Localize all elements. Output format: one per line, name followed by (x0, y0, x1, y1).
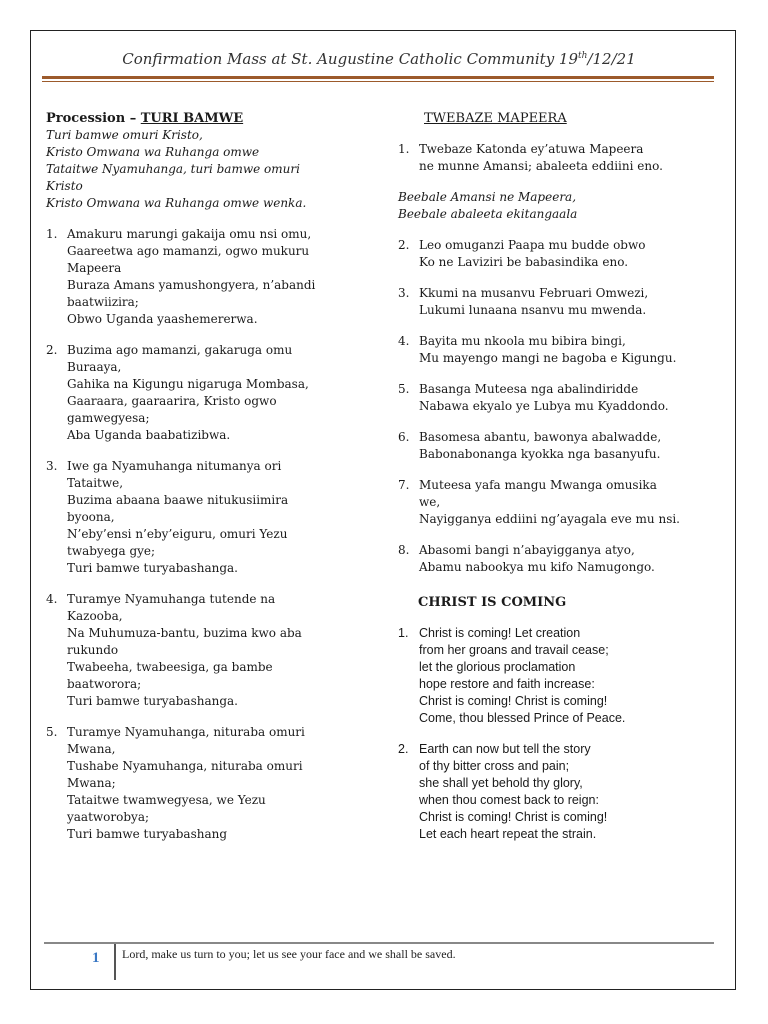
right-column (398, 110, 718, 843)
turi-bamwe-chorus (46, 127, 356, 212)
christ-is-coming-verses (398, 625, 718, 843)
verse-line: let the glorious proclamation (419, 660, 576, 674)
procession-heading (46, 110, 356, 127)
verse-line: Ko ne Laviziri be babasindika eno. (419, 255, 629, 269)
verse (398, 333, 718, 367)
verse-line: Tushabe Nyamuhanga, nituraba omuri (67, 759, 303, 773)
verse-line: Mu mayengo mangi ne bagoba e Kigungu. (419, 351, 677, 365)
chorus-line: Kristo (46, 179, 83, 193)
verse-line: rukundo (67, 643, 119, 657)
christ-is-coming-heading: CHRIST IS COMING (418, 595, 567, 610)
twebaze-verses (398, 237, 718, 576)
verse (398, 285, 718, 319)
chorus-line: Kristo Omwana wa Ruhanga omwe wenka. (46, 196, 307, 210)
verse-line: Christ is coming! Christ is coming! (419, 694, 608, 708)
verse-line: Gahika na Kigungu nigaruga Mombasa, (67, 377, 309, 391)
verse-line: Earth can now but tell the story (419, 742, 591, 756)
verse-line: ne munne Amansi; abaleeta eddiini eno. (419, 159, 663, 173)
chorus-line: Tataitwe Nyamuhanga, turi bamwe omuri (46, 162, 300, 176)
verse-line: Basomesa abantu, bawonya abalwadde, (419, 430, 662, 444)
verse-line: Abasomi bangi n’abayigganya atyo, (419, 543, 635, 557)
footer-divider (114, 944, 116, 980)
verse-line: Twebaze Katonda ey’atuwa Mapeera (419, 142, 644, 156)
verse-line: twabyega gye; (67, 544, 156, 558)
verse-line: Muteesa yafa mangu Mwanga omusika (419, 478, 657, 492)
verse-line: Lukumi lunaana nsanvu mu mwenda. (419, 303, 647, 317)
twebaze-heading: TWEBAZE MAPEERA (424, 111, 567, 126)
verse-number: 3. (398, 286, 410, 300)
verse-line: Tataitwe, (67, 476, 124, 490)
verse-line: Mapeera (67, 261, 122, 275)
procession-prefix: Procession – (46, 111, 141, 126)
procession-title: TURI BAMWE (140, 111, 244, 126)
verse-line: baatwiizira; (67, 295, 139, 309)
verse-line: Turi bamwe turyabashanga. (67, 561, 238, 575)
verse-line: Mwana, (67, 742, 116, 756)
verse-line: Amakuru marungi gakaija omu nsi omu, (67, 227, 312, 241)
verse-number: 7. (398, 478, 410, 492)
verse-line: hope restore and faith increase: (419, 677, 595, 691)
verse-line: Mwana; (67, 776, 116, 790)
verse-line: Let each heart repeat the strain. (419, 827, 597, 841)
verse-line: Na Muhumuza-bantu, buzima kwo aba (67, 626, 302, 640)
verse (398, 381, 718, 415)
twebaze-verse (398, 141, 718, 175)
chorus-line: Turi bamwe omuri Kristo, (46, 128, 203, 142)
turi-bamwe-verses (46, 226, 356, 843)
chorus-line: Kristo Omwana wa Ruhanga omwe (46, 145, 260, 159)
verse-line: gamwegyesa; (67, 411, 150, 425)
verse-line: Buzima ago mamanzi, gakaruga omu (67, 343, 293, 357)
verse (46, 226, 356, 328)
verse-number: 1. (398, 142, 410, 156)
verse-line: Basanga Muteesa nga abalindiridde (419, 382, 639, 396)
verse-number: 2. (398, 238, 410, 252)
header-title-tail: /12/21 (587, 50, 636, 68)
left-column (46, 110, 356, 843)
verse-line: Nabawa ekyalo ye Lubya mu Kyaddondo. (419, 399, 669, 413)
verse-line: Babonabonanga kyokka nga basanyufu. (419, 447, 661, 461)
verse-number: 3. (46, 459, 58, 473)
verse (46, 342, 356, 444)
verse (46, 724, 356, 843)
verse-line: we, (419, 495, 441, 509)
verse (46, 458, 356, 577)
verse (398, 741, 718, 843)
verse-number: 2. (46, 343, 58, 357)
verse-line: Obwo Uganda yaashemererwa. (67, 312, 258, 326)
header-title-sup: th (578, 51, 588, 61)
verse-line: baatworora; (67, 677, 142, 691)
verse-line: Twabeeha, twabeesiga, ga bambe (67, 660, 273, 674)
verse-line: Buraaya, (67, 360, 122, 374)
verse-line: N’eby’ensi n’eby’eiguru, omuri Yezu (67, 527, 288, 541)
verse (398, 237, 718, 271)
page-header (44, 50, 714, 68)
refrain-line: Beebale abaleeta ekitangaala (398, 207, 578, 221)
verse-number: 1. (46, 227, 58, 241)
verse-line: Turamye Nyamuhanga tutende na (67, 592, 276, 606)
verse-line: byoona, (67, 510, 115, 524)
verse-line: Kkumi na musanvu Februari Omwezi, (419, 286, 649, 300)
verse (46, 591, 356, 710)
verse (398, 477, 718, 528)
verse-line: Gaaraara, gaaraarira, Kristo ogwo (67, 394, 277, 408)
verse-line: Leo omuganzi Paapa mu budde obwo (419, 238, 646, 252)
verse-number: 2. (398, 742, 409, 756)
verse-line: Abamu nabookya mu kifo Namugongo. (419, 560, 655, 574)
verse-line: from her groans and travail cease; (419, 643, 609, 657)
verse-line: Come, thou blessed Prince of Peace. (419, 711, 626, 725)
footer-rule (44, 942, 714, 944)
verse-line: Tataitwe twamwegyesa, we Yezu (67, 793, 266, 807)
verse-number: 8. (398, 543, 410, 557)
verse-line: yaatworobya; (67, 810, 150, 824)
verse-number: 6. (398, 430, 410, 444)
verse-line: Turi bamwe turyabashang (67, 827, 228, 841)
page-number: 1 (92, 950, 100, 966)
verse-line: Nayigganya eddiini ng’ayagala eve mu nsi. (419, 512, 680, 526)
verse-line: Turi bamwe turyabashanga. (67, 694, 238, 708)
verse-line: Turamye Nyamuhanga, nituraba omuri (67, 725, 305, 739)
verse (398, 542, 718, 576)
verse-line: Gaareetwa ago mamanzi, ogwo mukuru (67, 244, 310, 258)
header-rule (42, 76, 714, 79)
verse-line: Aba Uganda baabatizibwa. (67, 428, 231, 442)
verse-line: Buzima abaana baawe nitukusiimira (67, 493, 289, 507)
verse-number: 4. (398, 334, 410, 348)
verse-number: 1. (398, 626, 409, 640)
header-rule-thin (42, 81, 714, 82)
verse-line: when thou comest back to reign: (419, 793, 599, 807)
header-title: Confirmation Mass at St. Augustine Catholic Community 19 (122, 50, 579, 68)
verse (398, 429, 718, 463)
verse-line: Kazooba, (67, 609, 123, 623)
verse-line: Iwe ga Nyamuhanga nitumanya ori (67, 459, 282, 473)
verse-line: Bayita mu nkoola mu bibira bingi, (419, 334, 626, 348)
footer-text: Lord, make us turn to you; let us see your face and we shall be saved. (122, 947, 456, 961)
verse-number: 5. (398, 382, 410, 396)
verse (398, 625, 718, 727)
verse-line: Buraza Amans yamushongyera, n’abandi (67, 278, 316, 292)
refrain-line: Beebale Amansi ne Mapeera, (398, 190, 577, 204)
twebaze-refrain (398, 189, 718, 223)
verse-number: 4. (46, 592, 58, 606)
verse-line: Christ is coming! Christ is coming! (419, 810, 608, 824)
verse-number: 5. (46, 725, 58, 739)
verse-line: she shall yet behold thy glory, (419, 776, 583, 790)
verse-line: Christ is coming! Let creation (419, 626, 581, 640)
verse-line: of thy bitter cross and pain; (419, 759, 570, 773)
